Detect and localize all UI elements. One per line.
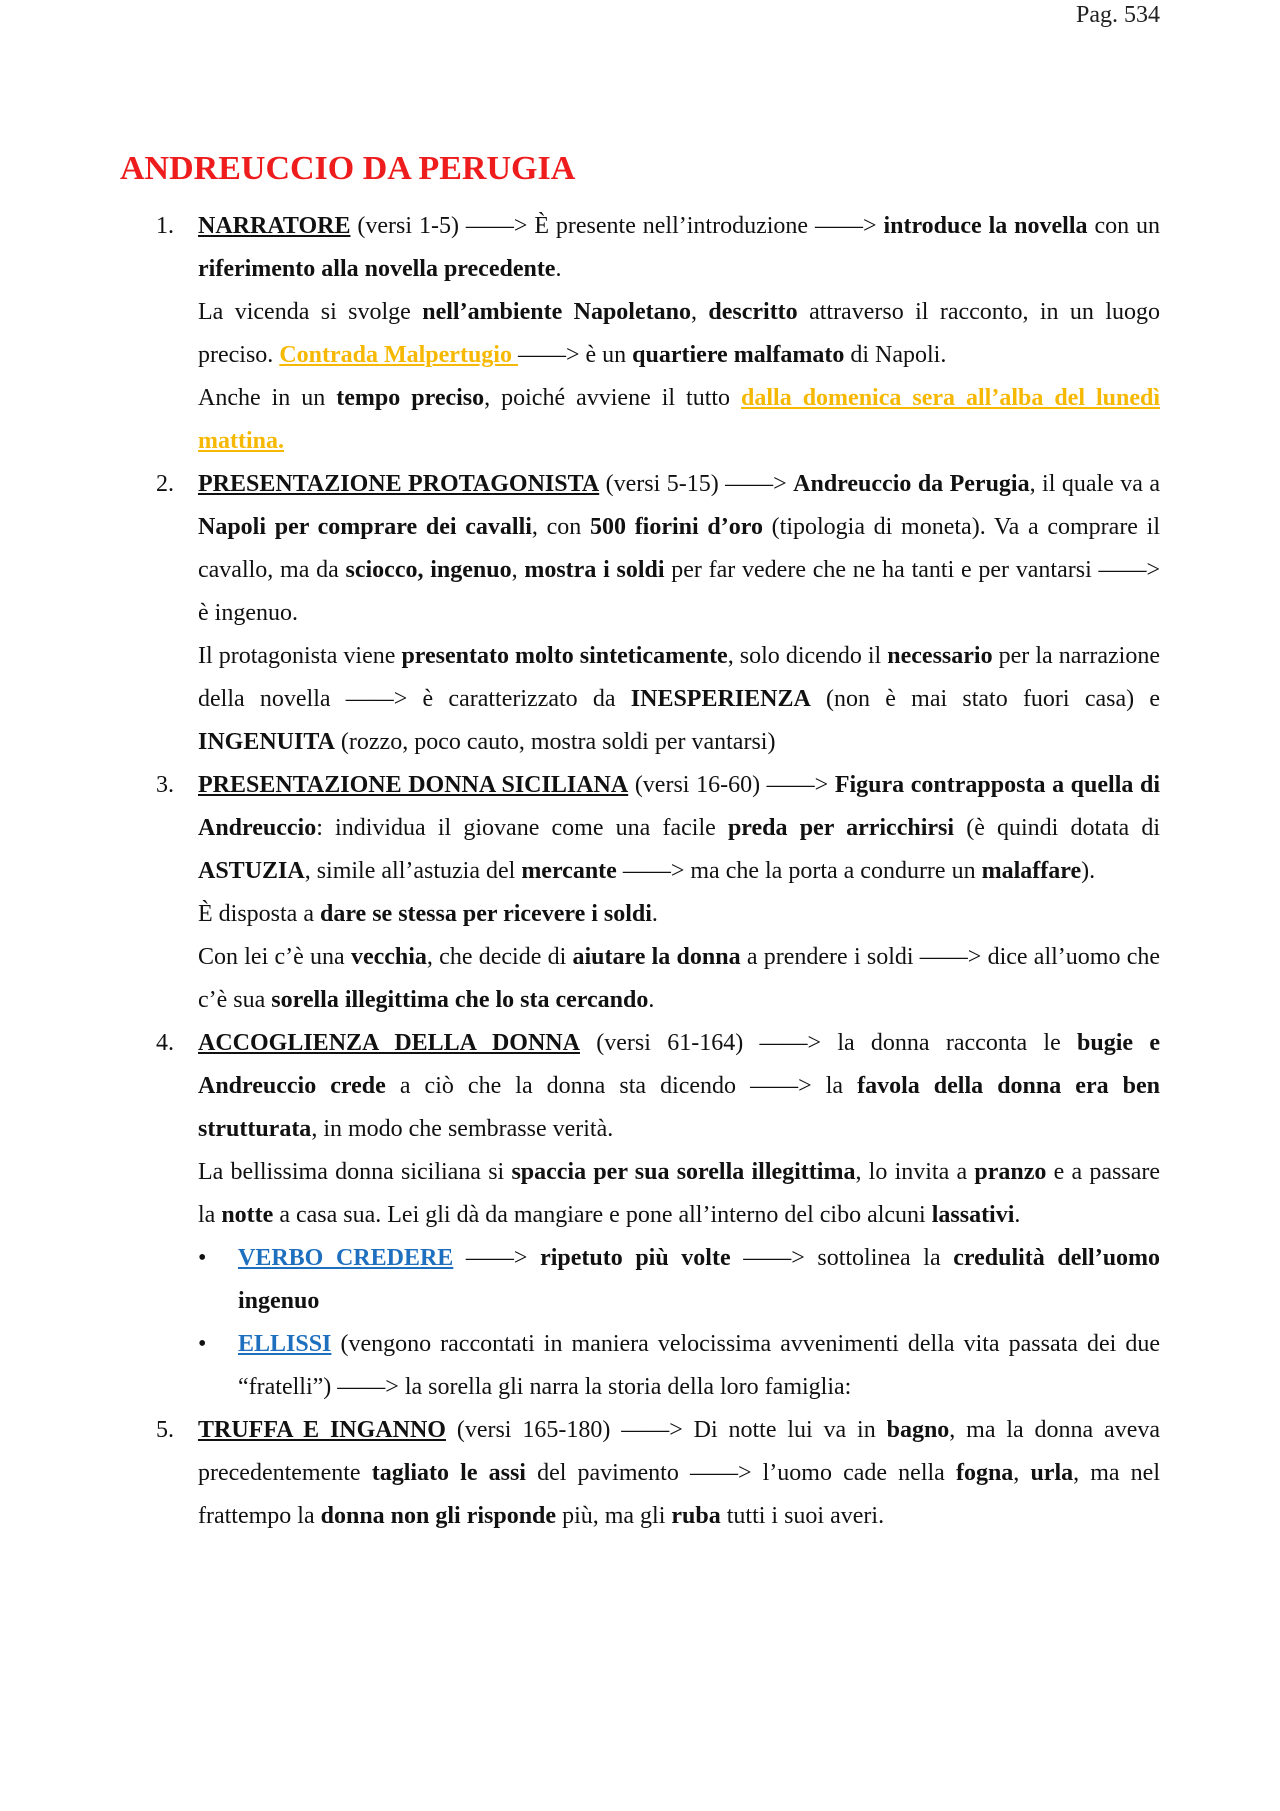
verses-ref: (versi 16-60) bbox=[628, 772, 767, 798]
paragraph bbox=[198, 205, 1160, 291]
link-verbo-credere[interactable]: VERBO CREDERE bbox=[238, 1245, 454, 1271]
verses-ref: (versi 165-180) bbox=[445, 1417, 622, 1443]
text-run: , poiché avviene il tutto bbox=[484, 385, 742, 411]
text-run bbox=[828, 772, 835, 798]
section-truffa bbox=[120, 1409, 1160, 1538]
bold-text: riferimento alla novella precedente bbox=[198, 256, 556, 282]
text-run: , bbox=[1013, 1460, 1031, 1486]
section-protagonista bbox=[120, 463, 1160, 764]
text-run: del pavimento bbox=[525, 1460, 690, 1486]
bold-text: bagno bbox=[886, 1417, 950, 1443]
text-run: La bellissima donna siciliana si bbox=[198, 1159, 512, 1185]
text-run: , ma la donna aveva precedentemente bbox=[198, 1417, 1161, 1486]
bullet-list bbox=[198, 1237, 1160, 1409]
paragraph bbox=[198, 764, 1160, 893]
arrow: ——> bbox=[621, 1417, 683, 1443]
section-accoglienza bbox=[120, 1022, 1160, 1409]
text-run: , simile all’astuzia del bbox=[304, 858, 522, 884]
text-run: Di notte lui va in bbox=[682, 1417, 887, 1443]
bold-text: preda per arricchirsi bbox=[727, 815, 955, 841]
arrow: ——> bbox=[759, 1030, 822, 1056]
list-number: 5. bbox=[156, 1417, 174, 1443]
bold-text: aiutare la donna bbox=[572, 944, 741, 970]
highlight-time: dalla domenica sera all’alba del lunedì mattina. bbox=[198, 385, 1161, 454]
bold-text: lassativi bbox=[931, 1202, 1015, 1228]
text-run: , in modo che sembrasse verità. bbox=[311, 1116, 614, 1142]
bold-text: INGENUITA bbox=[198, 729, 335, 755]
text-run: (tipologia di moneta). Va a comprare il cavallo, ma da bbox=[198, 514, 1161, 583]
arrow: ——> bbox=[517, 342, 580, 368]
bullet-item bbox=[198, 1323, 1160, 1409]
bold-text: sorella illegittima che lo sta cercando bbox=[271, 987, 649, 1013]
paragraph bbox=[198, 1409, 1160, 1538]
text-run: , il quale va a bbox=[1029, 471, 1161, 497]
bullet-dot-icon: • bbox=[198, 1331, 207, 1357]
text-run: a casa sua. Lei gli dà da mangiare e pone all’interno del cibo alcuni bbox=[273, 1202, 932, 1228]
bold-text: introduce la novella bbox=[883, 213, 1088, 239]
text-run: , lo invita a bbox=[855, 1159, 975, 1185]
verses-ref: (versi 1-5) bbox=[350, 213, 466, 239]
bold-text: sciocco, ingenuo bbox=[345, 557, 512, 583]
bold-text: Napoli per comprare dei cavalli bbox=[198, 514, 532, 540]
paragraph bbox=[198, 635, 1160, 764]
arrow: ——> bbox=[725, 471, 787, 497]
text-run: sottolinea la bbox=[804, 1245, 954, 1271]
bold-text: tempo preciso bbox=[336, 385, 485, 411]
text-run: Il protagonista viene bbox=[198, 643, 402, 669]
arrow: ——> bbox=[814, 213, 877, 239]
bold-text: INESPERIENZA bbox=[630, 686, 811, 712]
bold-text: donna non gli risponde bbox=[320, 1503, 557, 1529]
text-run: , che decide di bbox=[426, 944, 573, 970]
arrow: ——> bbox=[345, 686, 408, 712]
list-number: 4. bbox=[156, 1030, 174, 1056]
text-run: è ingenuo. bbox=[198, 600, 298, 626]
section-heading: TRUFFA E INGANNO bbox=[198, 1417, 446, 1443]
verses-ref: (versi 61-164) bbox=[579, 1030, 760, 1056]
paragraph bbox=[198, 291, 1160, 377]
text-run: attraverso il racconto, in un luogo preciso. bbox=[198, 299, 1161, 368]
text-run: tutti i suoi averi. bbox=[720, 1503, 885, 1529]
text-run: (vengono raccontati in maniera velocissima avvenimenti della vita passata dei due “fratelli”) bbox=[238, 1331, 1160, 1400]
text-run: ma che la porta a condurre un bbox=[684, 858, 982, 884]
text-run bbox=[527, 1245, 540, 1271]
text-run: la bbox=[811, 1073, 858, 1099]
text-run: dice all’uomo che c’è sua bbox=[198, 944, 1160, 1013]
bold-text: Figura contrapposta a quella di Andreuccio bbox=[198, 772, 1160, 841]
arrow: ——> bbox=[465, 213, 528, 239]
bold-text: ASTUZIA bbox=[198, 858, 305, 884]
bold-text: mercante bbox=[521, 858, 617, 884]
text-run: È disposta a bbox=[198, 901, 320, 927]
bold-text: 500 fiorini d’oro bbox=[589, 514, 763, 540]
section-heading: PRESENTAZIONE DONNA SICILIANA bbox=[198, 772, 629, 798]
text-run: di Napoli. bbox=[844, 342, 947, 368]
page-number: Pag. 534 bbox=[1076, 2, 1160, 28]
bold-text: fogna bbox=[955, 1460, 1014, 1486]
arrow: ——> bbox=[766, 772, 829, 798]
bold-text: credulità dell’uomo ingenuo bbox=[238, 1245, 1161, 1314]
bold-text: nell’ambiente Napoletano bbox=[422, 299, 691, 325]
text-run: La vicenda si svolge bbox=[198, 299, 423, 325]
text-run: : individua il giovane come una facile bbox=[316, 815, 728, 841]
bold-text: notte bbox=[221, 1202, 274, 1228]
section-donna-siciliana bbox=[120, 764, 1160, 1022]
text-run: . bbox=[1014, 1202, 1021, 1228]
bold-text: necessario bbox=[887, 643, 993, 669]
bullet-item bbox=[198, 1237, 1160, 1323]
bold-text: pranzo bbox=[974, 1159, 1047, 1185]
paragraph bbox=[198, 1022, 1160, 1151]
list-number: 2. bbox=[156, 471, 174, 497]
text-run: È presente nell’introduzione bbox=[527, 213, 815, 239]
paragraph bbox=[198, 893, 1160, 936]
text-run: la donna racconta le bbox=[821, 1030, 1078, 1056]
bold-text: mostra i soldi bbox=[524, 557, 665, 583]
arrow: ——> bbox=[622, 858, 685, 884]
document-body bbox=[120, 205, 1160, 1538]
bold-text: urla bbox=[1030, 1460, 1074, 1486]
paragraph bbox=[198, 377, 1160, 463]
arrow: ——> bbox=[465, 1245, 528, 1271]
text-run: e a passare la bbox=[198, 1159, 1160, 1228]
text-run: ). bbox=[1081, 858, 1096, 884]
text-run: , bbox=[511, 557, 525, 583]
text-run: la sorella gli narra la storia della loro famiglia: bbox=[398, 1374, 852, 1400]
text-run: Con lei c’è una bbox=[198, 944, 351, 970]
bullet-dot-icon: • bbox=[198, 1245, 207, 1271]
bold-text: Andreuccio da Perugia bbox=[793, 471, 1030, 497]
link-ellissi[interactable]: ELLISSI bbox=[238, 1331, 332, 1357]
bold-text: bugie e Andreuccio crede bbox=[198, 1030, 1161, 1099]
bold-text: vecchia bbox=[350, 944, 427, 970]
section-heading: NARRATORE bbox=[198, 213, 351, 239]
arrow: ——> bbox=[919, 944, 982, 970]
document-title: ANDREUCCIO DA PERUGIA bbox=[120, 150, 576, 187]
text-run: , con bbox=[531, 514, 590, 540]
list-number: 1. bbox=[156, 213, 174, 239]
text-run: . bbox=[555, 256, 562, 282]
list-number: 3. bbox=[156, 772, 174, 798]
arrow: ——> bbox=[1098, 557, 1161, 583]
text-run: a ciò che la donna sta dicendo bbox=[385, 1073, 751, 1099]
verses-ref: (versi 5-15) bbox=[599, 471, 726, 497]
sections-list bbox=[120, 205, 1160, 1538]
text-run: , ma nel frattempo la bbox=[198, 1460, 1161, 1529]
section-narratore bbox=[120, 205, 1160, 463]
arrow: ——> bbox=[750, 1073, 812, 1099]
arrow: ——> bbox=[689, 1460, 752, 1486]
section-heading: PRESENTAZIONE PROTAGONISTA bbox=[198, 471, 600, 497]
text-run: . bbox=[648, 987, 655, 1013]
text-run: , bbox=[690, 299, 709, 325]
bold-text: tagliato le assi bbox=[371, 1460, 526, 1486]
text-run: è un bbox=[579, 342, 633, 368]
text-run: Anche in un bbox=[198, 385, 337, 411]
bold-text: dare se stessa per ricevere i soldi bbox=[319, 901, 652, 927]
bold-text: descritto bbox=[708, 299, 798, 325]
bold-text: favola della donna era ben strutturata bbox=[198, 1073, 1160, 1142]
text-run: , solo dicendo il bbox=[727, 643, 888, 669]
paragraph bbox=[198, 936, 1160, 1022]
text-run: per far vedere che ne ha tanti e per vantarsi bbox=[664, 557, 1099, 583]
text-run: a prendere i soldi bbox=[740, 944, 920, 970]
bold-text: quartiere malfamato bbox=[632, 342, 845, 368]
text-run: (non è mai stato fuori casa) e bbox=[810, 686, 1160, 712]
text-run: l’uomo cade nella bbox=[751, 1460, 956, 1486]
bold-text: presentato molto sinteticamente bbox=[401, 643, 728, 669]
paragraph bbox=[198, 463, 1160, 635]
text-run bbox=[731, 1245, 744, 1271]
section-heading: ACCOGLIENZA DELLA DONNA bbox=[198, 1030, 580, 1056]
arrow: ——> bbox=[337, 1374, 399, 1400]
text-run: per la narrazione della novella bbox=[198, 643, 1160, 712]
highlight-place: Contrada Malpertugio bbox=[279, 342, 518, 368]
bold-text: spaccia per sua sorella illegittima bbox=[511, 1159, 856, 1185]
text-run bbox=[453, 1245, 466, 1271]
text-run: . bbox=[651, 901, 658, 927]
paragraph bbox=[198, 1151, 1160, 1237]
arrow: ——> bbox=[743, 1245, 805, 1271]
text-run: (rozzo, poco cauto, mostra soldi per vantarsi) bbox=[334, 729, 776, 755]
text-run: (è quindi dotata di bbox=[954, 815, 1160, 841]
text-run: con un bbox=[1087, 213, 1161, 239]
bold-text: ruba bbox=[671, 1503, 721, 1529]
bold-text: ripetuto più volte bbox=[540, 1245, 731, 1271]
text-run: più, ma gli bbox=[556, 1503, 672, 1529]
text-run: è caratterizzato da bbox=[407, 686, 631, 712]
bold-text: malaffare bbox=[981, 858, 1082, 884]
